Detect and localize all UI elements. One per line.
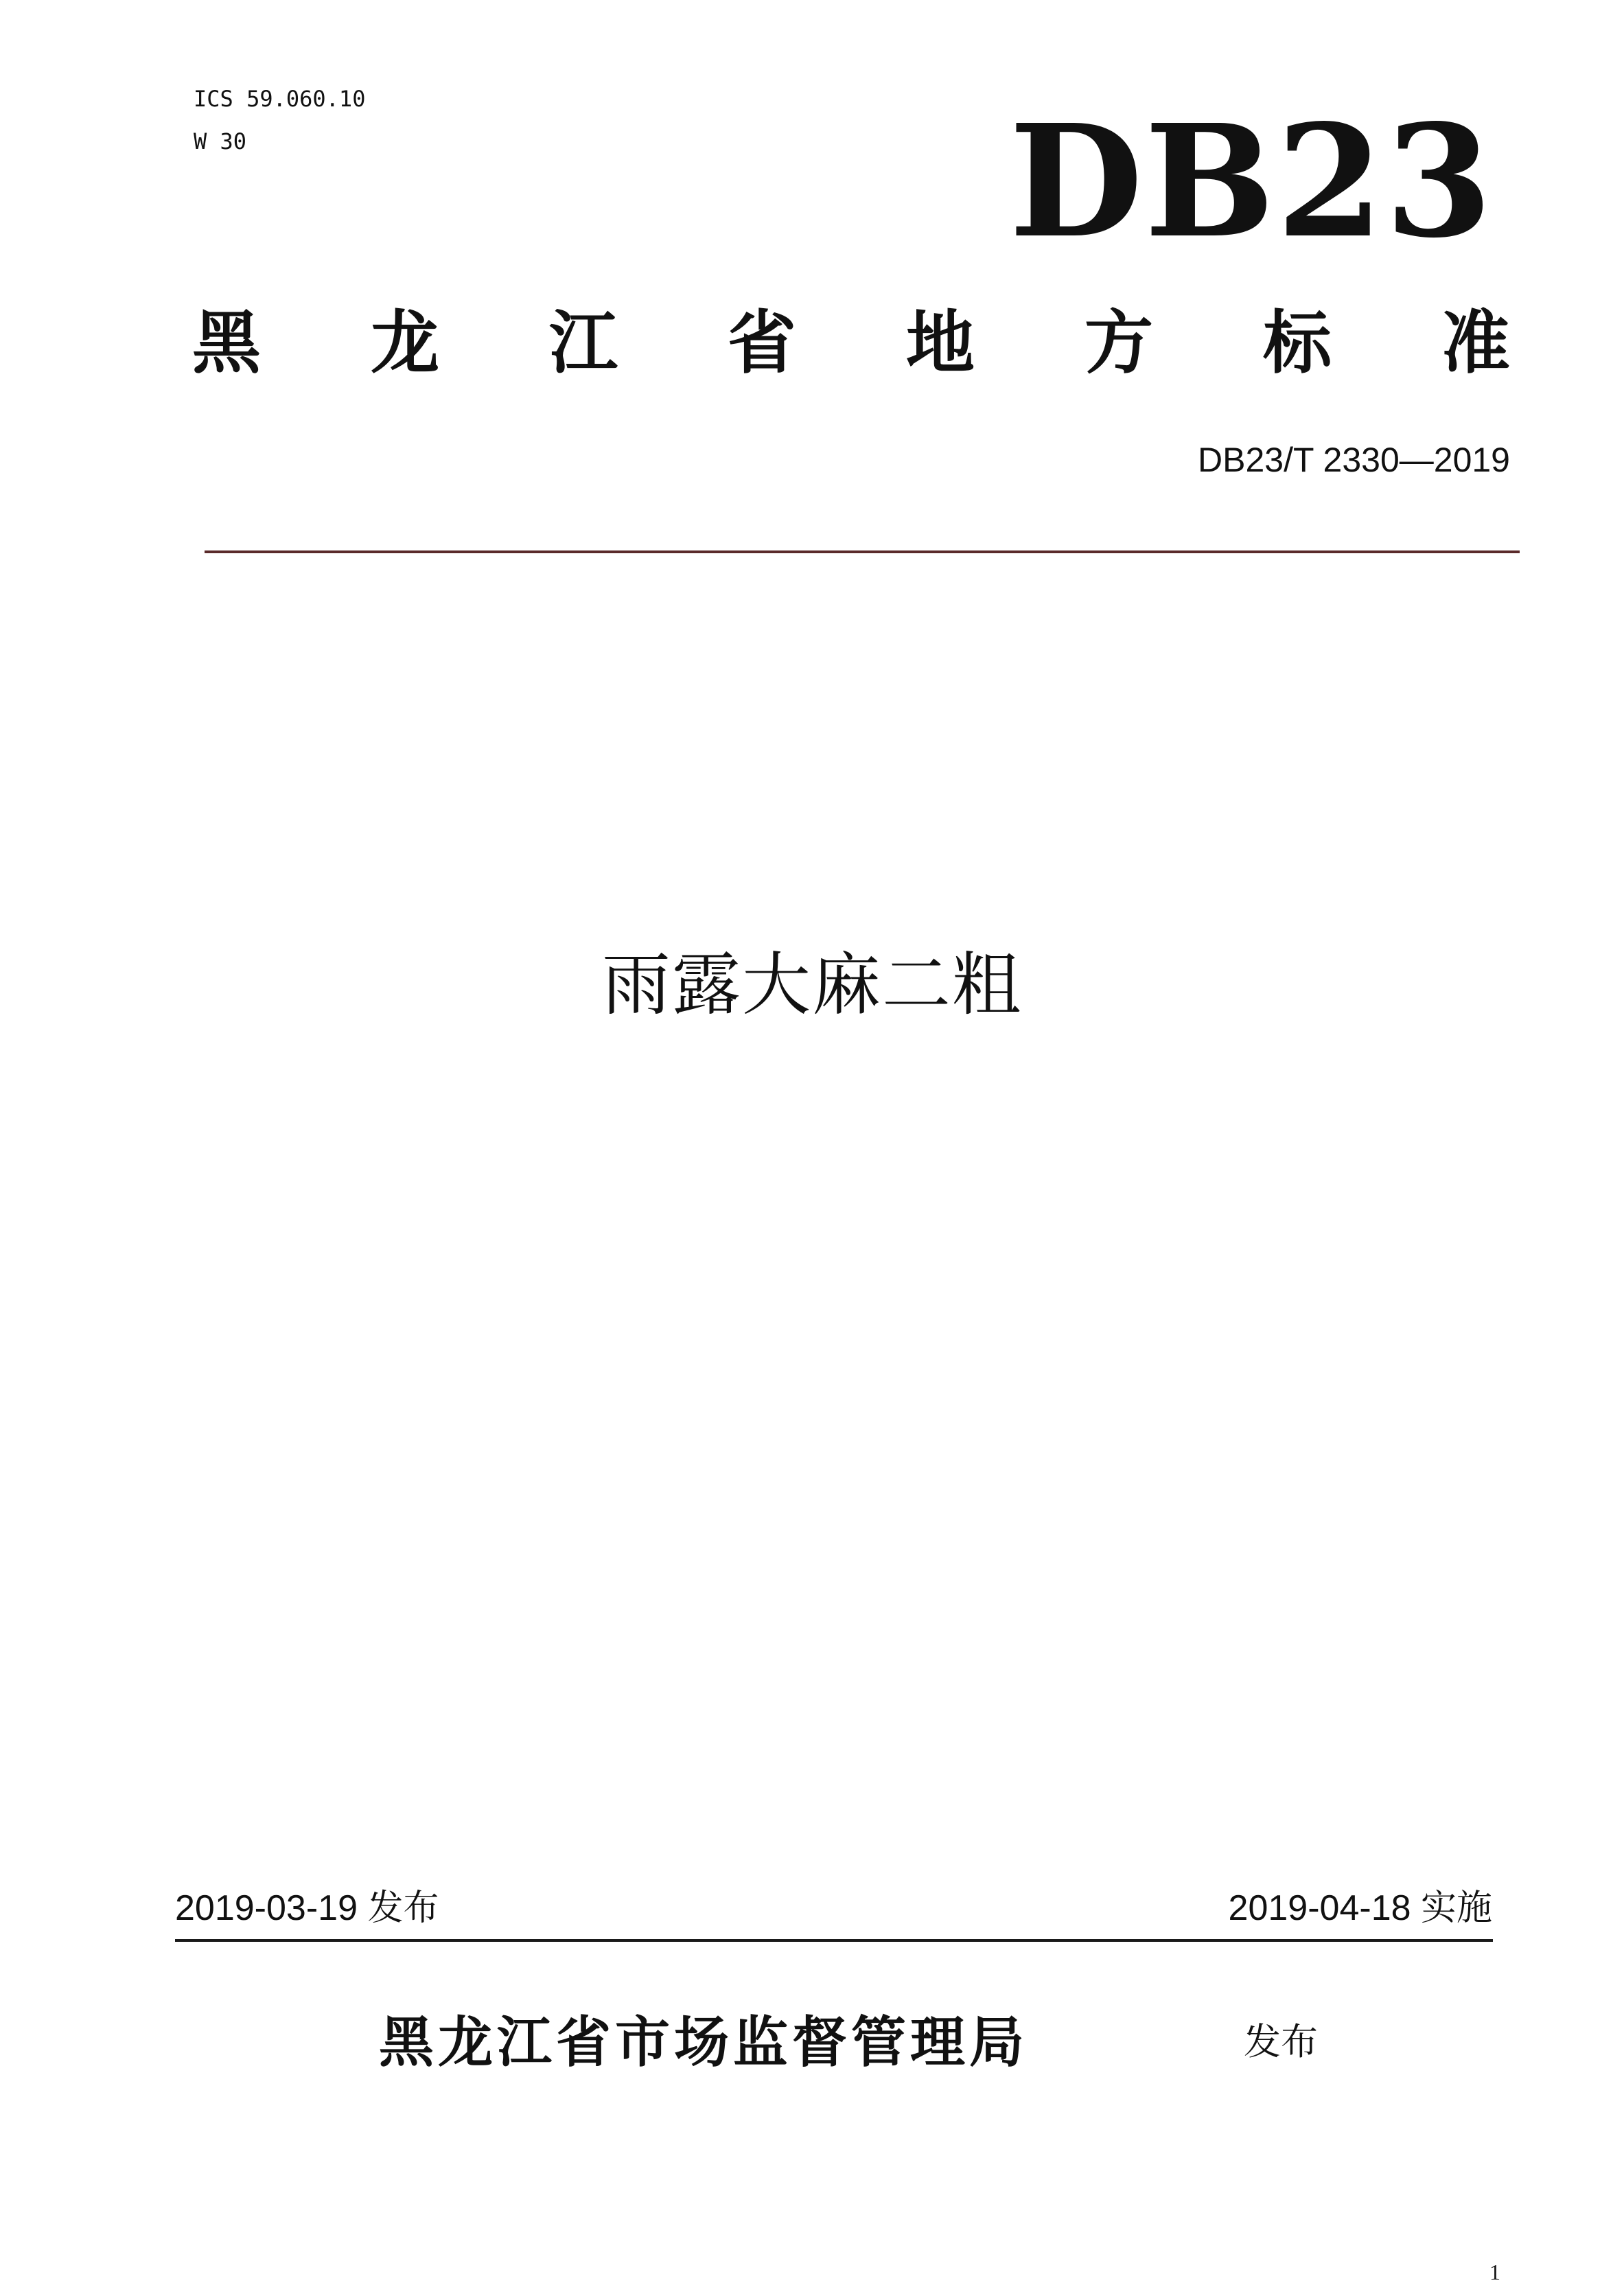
heading-char: 黑 xyxy=(192,303,261,383)
db23-logo: DB23 xyxy=(1009,91,1494,272)
page-number: 1 xyxy=(1489,2260,1500,2284)
heading-char: 方 xyxy=(1084,303,1153,383)
heading-char: 省 xyxy=(728,303,796,383)
ics-code: ICS 59.060.10 xyxy=(194,86,366,112)
header-divider xyxy=(205,550,1520,553)
heading-char: 江 xyxy=(549,303,618,383)
issue-date: 2019-03-19 发布 xyxy=(175,1888,439,1928)
issuing-authority: 黑龙江省市场监督管理局 xyxy=(379,2010,1028,2074)
document-title: 雨露大麻二粗 xyxy=(602,944,1022,1025)
classification-code: W 30 xyxy=(194,128,247,154)
issuer-suffix: 发布 xyxy=(1244,2020,1318,2063)
footer-divider xyxy=(175,1939,1493,1942)
heading-char: 龙 xyxy=(371,303,439,383)
heading-char: 标 xyxy=(1263,303,1332,383)
standard-number: DB23/T 2330—2019 xyxy=(1198,441,1510,479)
standard-type-heading xyxy=(192,292,1510,395)
implementation-date: 2019-04-18 实施 xyxy=(1228,1888,1492,1928)
heading-char: 准 xyxy=(1441,303,1510,383)
heading-char: 地 xyxy=(906,303,975,383)
